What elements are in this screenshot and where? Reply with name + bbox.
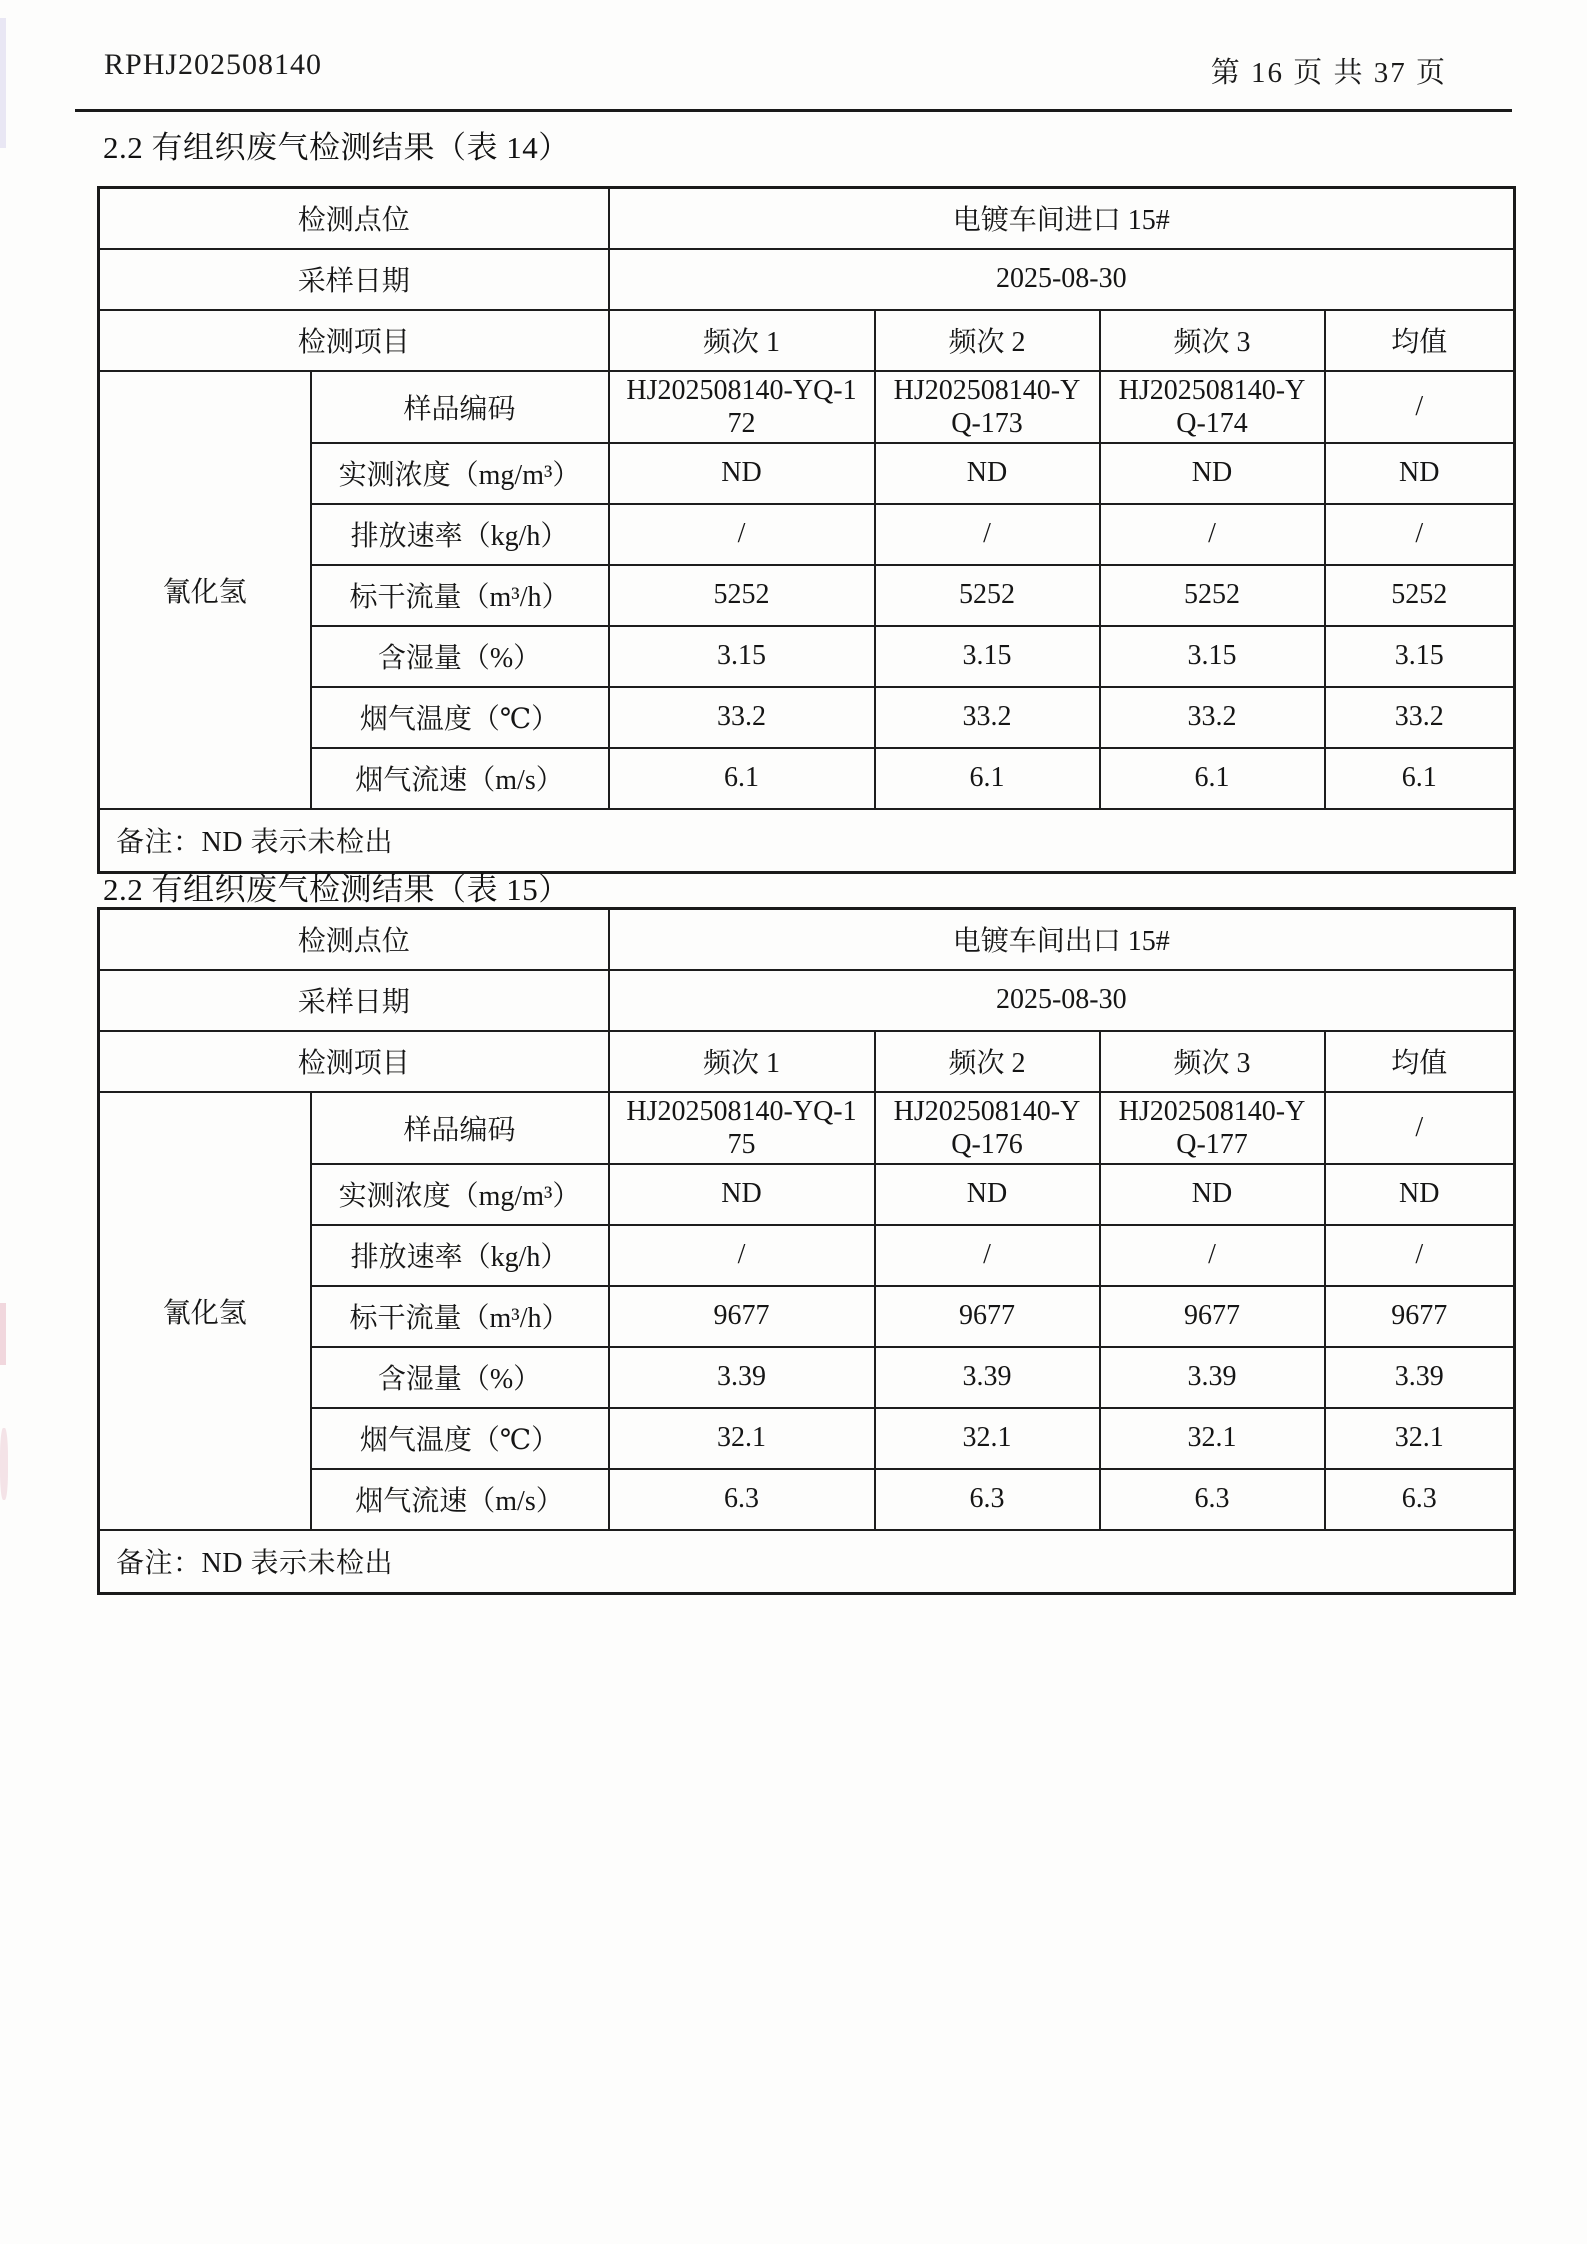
table-row [99, 1031, 1515, 1092]
table-row [99, 809, 1515, 873]
value-cell: 33.2 [1100, 687, 1325, 748]
value-cell: ND [875, 443, 1100, 504]
table-row [99, 1347, 1515, 1408]
table-row [99, 1092, 1515, 1164]
value-cell: HJ202508140-YQ-175 [609, 1092, 875, 1164]
table-row [99, 249, 1515, 310]
value-cell: HJ202508140-YQ-173 [875, 371, 1100, 443]
value-cell: 6.3 [1325, 1469, 1515, 1530]
table-row [99, 1225, 1515, 1286]
value-cell: ND [1100, 1164, 1325, 1225]
point-label: 检测点位 [99, 909, 609, 970]
value-cell: / [609, 1225, 875, 1286]
value-cell: ND [609, 443, 875, 504]
freq-header-2: 频次 2 [875, 1031, 1100, 1092]
emission-table-15 [97, 907, 1516, 1595]
value-cell: 32.1 [1325, 1408, 1515, 1469]
table-row [99, 1164, 1515, 1225]
param-cell: 实测浓度（mg/m³） [311, 1164, 609, 1225]
param-cell: 含湿量（%） [311, 1347, 609, 1408]
table-row [99, 1530, 1515, 1594]
value-cell: 3.39 [609, 1347, 875, 1408]
date-label: 采样日期 [99, 970, 609, 1031]
value-cell: 6.1 [1100, 748, 1325, 809]
value-cell: ND [1325, 443, 1515, 504]
value-cell: 9677 [1100, 1286, 1325, 1347]
table-row [99, 1469, 1515, 1530]
table-row [99, 970, 1515, 1031]
param-cell: 烟气温度（℃） [311, 687, 609, 748]
value-cell: 33.2 [609, 687, 875, 748]
value-cell: 9677 [1325, 1286, 1515, 1347]
value-cell: 33.2 [875, 687, 1100, 748]
value-cell: HJ202508140-YQ-172 [609, 371, 875, 443]
page-number: 第 16 页 共 37 页 [1210, 57, 1447, 89]
section-title-table14: 2.2 有组织废气检测结果（表 14） [103, 130, 570, 165]
param-cell: 标干流量（m³/h） [311, 565, 609, 626]
item-label: 检测项目 [99, 1031, 609, 1092]
table-row [99, 504, 1515, 565]
value-cell: / [1100, 504, 1325, 565]
note-cell: 备注：ND 表示未检出 [99, 809, 1515, 873]
point-value: 电镀车间进口 15# [609, 188, 1515, 249]
scan-artifact [0, 18, 6, 148]
value-cell: / [1325, 1225, 1515, 1286]
value-cell: 3.15 [1100, 626, 1325, 687]
table-row [99, 371, 1515, 443]
param-cell: 烟气流速（m/s） [311, 748, 609, 809]
item-label: 检测项目 [99, 310, 609, 371]
value-cell: 6.3 [875, 1469, 1100, 1530]
table-row [99, 687, 1515, 748]
header-rule [75, 109, 1512, 112]
param-cell: 烟气流速（m/s） [311, 1469, 609, 1530]
value-cell: 9677 [609, 1286, 875, 1347]
date-value: 2025-08-30 [609, 249, 1515, 310]
value-cell: / [1325, 371, 1515, 443]
value-cell: / [1325, 504, 1515, 565]
freq-header-1: 频次 1 [609, 1031, 875, 1092]
value-cell: 6.3 [609, 1469, 875, 1530]
param-cell: 排放速率（kg/h） [311, 1225, 609, 1286]
table-row [99, 1286, 1515, 1347]
freq-header-2: 频次 2 [875, 310, 1100, 371]
value-cell: 6.1 [875, 748, 1100, 809]
table-row [99, 1408, 1515, 1469]
value-cell: 3.15 [609, 626, 875, 687]
value-cell: ND [1100, 443, 1325, 504]
value-cell: HJ202508140-YQ-174 [1100, 371, 1325, 443]
scan-artifact [0, 1428, 8, 1500]
scan-artifact [0, 1303, 6, 1365]
value-cell: 32.1 [609, 1408, 875, 1469]
value-cell: 3.15 [1325, 626, 1515, 687]
value-cell: 32.1 [875, 1408, 1100, 1469]
value-cell: 33.2 [1325, 687, 1515, 748]
freq-header-3: 频次 3 [1100, 1031, 1325, 1092]
value-cell: / [1325, 1092, 1515, 1164]
param-cell: 实测浓度（mg/m³） [311, 443, 609, 504]
value-cell: 5252 [1100, 565, 1325, 626]
table-row [99, 565, 1515, 626]
freq-header-1: 频次 1 [609, 310, 875, 371]
avg-header: 均值 [1325, 310, 1515, 371]
param-cell: 标干流量（m³/h） [311, 1286, 609, 1347]
value-cell: HJ202508140-YQ-177 [1100, 1092, 1325, 1164]
param-cell: 含湿量（%） [311, 626, 609, 687]
date-value: 2025-08-30 [609, 970, 1515, 1031]
param-cell: 排放速率（kg/h） [311, 504, 609, 565]
value-cell: 6.3 [1100, 1469, 1325, 1530]
point-label: 检测点位 [99, 188, 609, 249]
value-cell: ND [1325, 1164, 1515, 1225]
table-row [99, 310, 1515, 371]
point-value: 电镀车间出口 15# [609, 909, 1515, 970]
value-cell: / [609, 504, 875, 565]
freq-header-3: 频次 3 [1100, 310, 1325, 371]
value-cell: 3.39 [875, 1347, 1100, 1408]
analyte-cell: 氰化氢 [99, 1092, 311, 1530]
param-cell: 样品编码 [311, 1092, 609, 1164]
table-row [99, 748, 1515, 809]
value-cell: / [1100, 1225, 1325, 1286]
value-cell: 3.15 [875, 626, 1100, 687]
date-label: 采样日期 [99, 249, 609, 310]
value-cell: / [875, 504, 1100, 565]
value-cell: 32.1 [1100, 1408, 1325, 1469]
value-cell: 5252 [875, 565, 1100, 626]
table-row [99, 626, 1515, 687]
value-cell: 5252 [609, 565, 875, 626]
value-cell: / [875, 1225, 1100, 1286]
value-cell: 9677 [875, 1286, 1100, 1347]
note-cell: 备注：ND 表示未检出 [99, 1530, 1515, 1594]
table-row [99, 443, 1515, 504]
value-cell: 6.1 [609, 748, 875, 809]
table-row [99, 188, 1515, 249]
avg-header: 均值 [1325, 1031, 1515, 1092]
value-cell: 3.39 [1100, 1347, 1325, 1408]
section-title-table15: 2.2 有组织废气检测结果（表 15） [103, 872, 570, 907]
value-cell: 3.39 [1325, 1347, 1515, 1408]
table-row [99, 909, 1515, 970]
value-cell: ND [609, 1164, 875, 1225]
value-cell: 6.1 [1325, 748, 1515, 809]
analyte-cell: 氰化氢 [99, 371, 311, 809]
value-cell: ND [875, 1164, 1100, 1225]
value-cell: HJ202508140-YQ-176 [875, 1092, 1100, 1164]
value-cell: 5252 [1325, 565, 1515, 626]
report-number: RPHJ202508140 [104, 48, 323, 81]
param-cell: 烟气温度（℃） [311, 1408, 609, 1469]
emission-table-14 [97, 186, 1516, 874]
param-cell: 样品编码 [311, 371, 609, 443]
